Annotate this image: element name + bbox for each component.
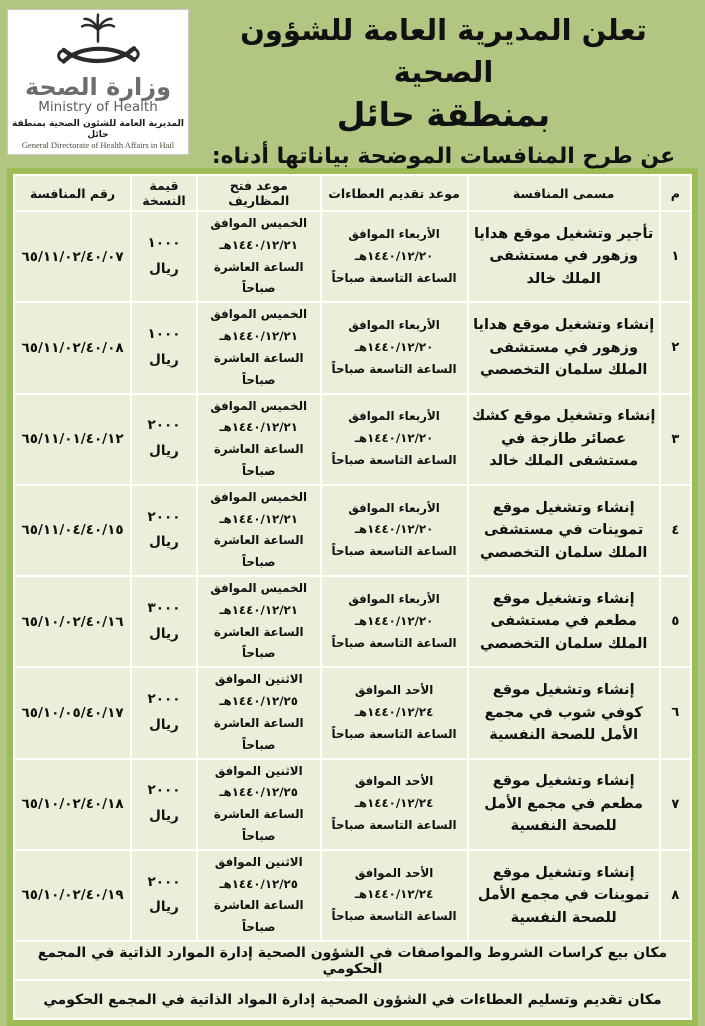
ministry-name-arabic: وزارة الصحة xyxy=(24,73,172,101)
directorate-name-arabic: المديرية العامة للشئون الصحية بمنطقة حائل xyxy=(12,118,184,140)
tender-number: ٦٥/١١/٠٤/٤٠/١٥ xyxy=(15,486,130,575)
palm-and-crossed-swords-icon xyxy=(56,13,140,75)
announcement-title xyxy=(189,7,698,173)
opening-date: الاثنين الموافق ١٤٤٠/١٢/٢٥هـ الساعة العاشرة صباحاً xyxy=(198,668,320,757)
ministry-logo xyxy=(7,9,189,155)
row-index: ٧ xyxy=(661,760,690,849)
column-header-tender-name: مسمى المنافسة xyxy=(469,176,659,210)
tender-row xyxy=(15,395,690,484)
footer-note: مكان بيع كراسات الشروط والمواصفات في الشؤون الصحية إدارة الموارد الذاتية في المجمع الحكومي xyxy=(15,942,690,979)
tender-number: ٦٥/١١/٠٢/٤٠/٠٧ xyxy=(15,212,130,301)
tender-name: إنشاء وتشغيل موقع كشك عصائر طازجة في مستشفى الملك خالد xyxy=(469,395,659,484)
tender-name: تأجير وتشغيل موقع هدايا وزهور في مستشفى الملك خالد xyxy=(469,212,659,301)
row-index: ٦ xyxy=(661,668,690,757)
row-index: ٨ xyxy=(661,851,690,940)
copy-price: ٢٠٠٠ ريال xyxy=(132,851,196,940)
table-inner-frame xyxy=(13,174,692,1020)
tender-number: ٦٥/١٠/٠٢/٤٠/١٨ xyxy=(15,760,130,849)
table-footer-row-2 xyxy=(15,981,690,1018)
row-index: ٣ xyxy=(661,395,690,484)
opening-date: الخميس الموافق ١٤٤٠/١٢/٢١هـ الساعة العاشرة صباحاً xyxy=(198,212,320,301)
copy-price: ٢٠٠٠ ريال xyxy=(132,760,196,849)
opening-date: الخميس الموافق ١٤٤٠/١٢/٢١هـ الساعة العاشرة صباحاً xyxy=(198,303,320,392)
column-header-tender-number: رقم المنافسة xyxy=(15,176,130,210)
footer-note: مكان تقديم وتسليم العطاءات في الشؤون الصحية إدارة المواد الذاتية في المجمع الحكومي xyxy=(15,981,690,1018)
submission-date: الأربعاء الموافق ١٤٤٠/١٢/٢٠هـ الساعة التاسعة صباحاً xyxy=(322,577,467,666)
submission-date: الأربعاء الموافق ١٤٤٠/١٢/٢٠هـ الساعة التاسعة صباحاً xyxy=(322,212,467,301)
copy-price: ٢٠٠٠ ريال xyxy=(132,395,196,484)
copy-price: ٢٠٠٠ ريال xyxy=(132,486,196,575)
table-header-row xyxy=(15,176,690,210)
copy-price: ٣٠٠٠ ريال xyxy=(132,577,196,666)
tender-row xyxy=(15,760,690,849)
announcement-header xyxy=(7,7,698,169)
tenders-table-body xyxy=(15,212,690,1018)
opening-date: الاثنين الموافق ١٤٤٠/١٢/٢٥هـ الساعة العاشرة صباحاً xyxy=(198,851,320,940)
tender-number: ٦٥/١٠/٠٥/٤٠/١٧ xyxy=(15,668,130,757)
tenders-table xyxy=(13,174,692,1020)
copy-price: ١٠٠٠ ريال xyxy=(132,303,196,392)
column-header-copy-price: قيمة النسخة xyxy=(132,176,196,210)
opening-date: الخميس الموافق ١٤٤٠/١٢/٢١هـ الساعة العاشرة صباحاً xyxy=(198,577,320,666)
submission-date: الأربعاء الموافق ١٤٤٠/١٢/٢٠هـ الساعة التاسعة صباحاً xyxy=(322,486,467,575)
submission-date: الأربعاء الموافق ١٤٤٠/١٢/٢٠هـ الساعة التاسعة صباحاً xyxy=(322,303,467,392)
title-line-3: عن طرح المنافسات الموضحة بياناتها أدناه: xyxy=(211,143,676,169)
submission-date: الأحد الموافق ١٤٤٠/١٢/٢٤هـ الساعة التاسعة صباحاً xyxy=(322,851,467,940)
tender-name: إنشاء وتشغيل موقع كوفي شوب في مجمع الأمل للصحة النفسية xyxy=(469,668,659,757)
opening-date: الاثنين الموافق ١٤٤٠/١٢/٢٥هـ الساعة العاشرة صباحاً xyxy=(198,760,320,849)
table-outer-frame xyxy=(7,168,698,1026)
tender-name: إنشاء وتشغيل موقع تموينات في مستشفى الملك سلمان التخصصي xyxy=(469,486,659,575)
tender-name: إنشاء وتشغيل موقع مطعم في مجمع الأمل للصحة النفسية xyxy=(469,760,659,849)
tender-number: ٦٥/١١/٠٢/٤٠/٠٨ xyxy=(15,303,130,392)
row-index: ٥ xyxy=(661,577,690,666)
copy-price: ٢٠٠٠ ريال xyxy=(132,668,196,757)
ministry-name-english: Ministry of Health xyxy=(38,99,158,116)
tender-row xyxy=(15,486,690,575)
tender-number: ٦٥/١٠/٠٢/٤٠/١٦ xyxy=(15,577,130,666)
tender-number: ٦٥/١٠/٠٢/٤٠/١٩ xyxy=(15,851,130,940)
submission-date: الأحد الموافق ١٤٤٠/١٢/٢٤هـ الساعة التاسعة صباحاً xyxy=(322,760,467,849)
copy-price: ١٠٠٠ ريال xyxy=(132,212,196,301)
submission-date: الأحد الموافق ١٤٤٠/١٢/٢٤هـ الساعة التاسعة صباحاً xyxy=(322,668,467,757)
tender-name: إنشاء وتشغيل موقع تموينات في مجمع الأمل للصحة النفسية xyxy=(469,851,659,940)
tender-name: إنشاء وتشغيل موقع مطعم في مستشفى الملك سلمان التخصصي xyxy=(469,577,659,666)
column-header-index: م xyxy=(661,176,690,210)
tender-row xyxy=(15,851,690,940)
submission-date: الأربعاء الموافق ١٤٤٠/١٢/٢٠هـ الساعة التاسعة صباحاً xyxy=(322,395,467,484)
column-header-submission-date: موعد تقديم العطاءات xyxy=(322,176,467,210)
tender-number: ٦٥/١١/٠١/٤٠/١٢ xyxy=(15,395,130,484)
tender-name: إنشاء وتشغيل موقع هدايا وزهور في مستشفى الملك سلمان التخصصي xyxy=(469,303,659,392)
directorate-name-english: General Directorate of Health Affairs in Hail xyxy=(21,140,175,151)
tender-row xyxy=(15,303,690,392)
row-index: ٢ xyxy=(661,303,690,392)
title-line-1: تعلن المديرية العامة للشؤون الصحية xyxy=(240,13,647,90)
row-index: ١ xyxy=(661,212,690,301)
opening-date: الخميس الموافق ١٤٤٠/١٢/٢١هـ الساعة العاشرة صباحاً xyxy=(198,486,320,575)
column-header-opening-date: موعد فتح المظاريف xyxy=(198,176,320,210)
tender-row xyxy=(15,212,690,301)
tender-row xyxy=(15,577,690,666)
title-line-2: بمنطقة حائل xyxy=(336,95,551,135)
row-index: ٤ xyxy=(661,486,690,575)
tender-row xyxy=(15,668,690,757)
opening-date: الخميس الموافق ١٤٤٠/١٢/٢١هـ الساعة العاشرة صباحاً xyxy=(198,395,320,484)
